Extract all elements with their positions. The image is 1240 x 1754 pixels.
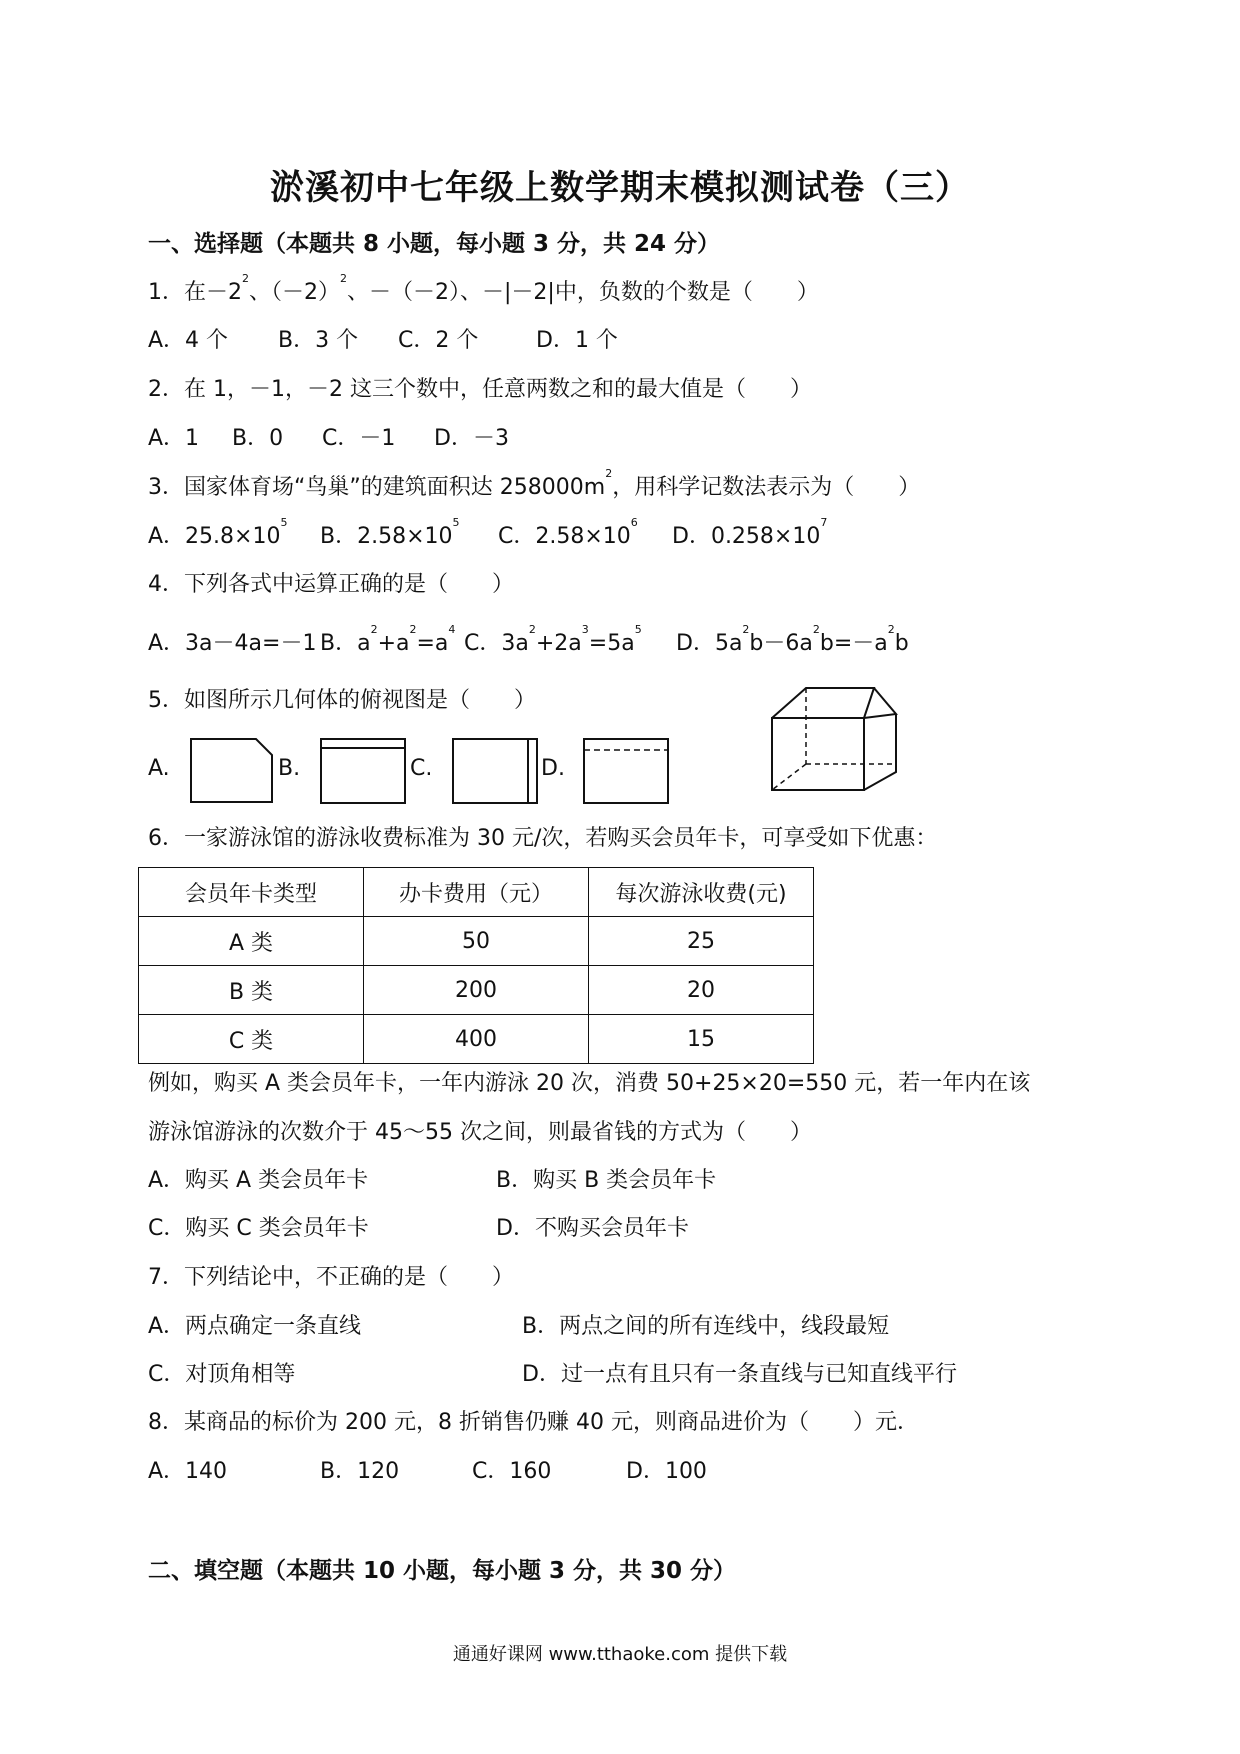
table-header: 办卡费用（元） xyxy=(364,868,589,917)
option-d: D．$0.258\times 10^7$ xyxy=(672,516,828,549)
option-a: A．两点确定一条直线 xyxy=(148,1314,362,1339)
option-b: B．购买 B 类会员年卡 xyxy=(496,1168,717,1193)
table-cell: C 类 xyxy=(139,1015,364,1064)
question-1 xyxy=(148,272,819,306)
option-b: B．3 个 xyxy=(278,328,359,353)
section-heading-fill: 二、填空题（本题共 10 小题，每小题 3 分，共 30 分） xyxy=(148,1558,737,1584)
question-2: 2．在 1，－1，－2 这三个数中，任意两数之和的最大值是（ ） xyxy=(148,377,812,402)
option-b-figure xyxy=(320,738,406,804)
question-3 xyxy=(148,467,921,501)
table-cell: 200 xyxy=(364,966,589,1015)
exponent: 2 xyxy=(340,272,347,285)
option-d: D．100 xyxy=(626,1459,707,1484)
question-5: 5．如图所示几何体的俯视图是（ ） xyxy=(148,688,536,713)
option-d: D．－3 xyxy=(434,426,509,451)
exponent: 2 xyxy=(605,467,613,480)
exponent: 2 xyxy=(242,272,249,285)
table-header: 会员年卡类型 xyxy=(139,868,364,917)
option-a-label: A. xyxy=(148,756,170,781)
table-cell: 25 xyxy=(589,917,814,966)
solid-figure xyxy=(770,686,900,792)
table-cell: 15 xyxy=(589,1015,814,1064)
question-6-text-1: 例如，购买 A 类会员年卡，一年内游泳 20 次，消费 50+25×20=550 元，若一年内在该 xyxy=(148,1071,1031,1096)
option-b: B．0 xyxy=(232,426,284,451)
option-a: A．140 xyxy=(148,1459,228,1484)
option-d: D．1 个 xyxy=(536,328,618,353)
question-1-options xyxy=(148,323,848,353)
table-cell: 20 xyxy=(589,966,814,1015)
fee-table xyxy=(138,867,814,1064)
option-c: C．$3a^2+2a^3=5a^5$ xyxy=(464,623,642,656)
option-a: A．1 xyxy=(148,426,200,451)
question-2-options xyxy=(148,421,848,451)
table-cell: A 类 xyxy=(139,917,364,966)
option-c: C．－1 xyxy=(322,426,396,451)
option-d: D．$5a^2b-6a^2b=-a^2b$ xyxy=(676,623,909,656)
option-c: C．2 个 xyxy=(398,328,479,353)
option-c: C．$2.58\times 10^6$ xyxy=(498,516,638,549)
question-1-text-a: 1．在－2 xyxy=(148,280,242,305)
option-d: D．不购买会员年卡 xyxy=(496,1216,689,1241)
option-d: D．过一点有且只有一条直线与已知直线平行 xyxy=(522,1362,957,1387)
page-title: 淤溪初中七年级上数学期末模拟测试卷（三） xyxy=(270,168,970,208)
question-6: 6．一家游泳馆的游泳收费标准为 30 元/次，若购买会员年卡，可享受如下优惠： xyxy=(148,826,938,851)
option-a: A．4 个 xyxy=(148,328,229,353)
option-c-figure xyxy=(452,738,538,804)
option-b: B．$2.58\times 10^5$ xyxy=(320,516,460,549)
table-header-row xyxy=(139,868,814,917)
option-a: A．购买 A 类会员年卡 xyxy=(148,1168,369,1193)
table-row xyxy=(139,966,814,1015)
table-cell: B 类 xyxy=(139,966,364,1015)
option-c: C．购买 C 类会员年卡 xyxy=(148,1216,369,1241)
table-header: 每次游泳收费(元) xyxy=(589,868,814,917)
table-cell: 50 xyxy=(364,917,589,966)
option-b: B．两点之间的所有连线中，线段最短 xyxy=(522,1314,890,1339)
option-d-figure xyxy=(583,738,669,804)
question-8: 8．某商品的标价为 200 元，8 折销售仍赚 40 元，则商品进价为（ ）元． xyxy=(148,1410,919,1435)
question-6-text-2: 游泳馆游泳的次数介于 45～55 次之间，则最省钱的方式为（ ） xyxy=(148,1120,812,1145)
question-3-options xyxy=(148,516,948,549)
option-a-figure xyxy=(190,738,274,804)
table-row xyxy=(139,1015,814,1064)
question-8-options xyxy=(148,1454,848,1484)
question-7: 7．下列结论中，不正确的是（ ） xyxy=(148,1265,514,1290)
option-b: B．120 xyxy=(320,1459,400,1484)
option-b-label: B. xyxy=(278,756,301,781)
option-c: C．对顶角相等 xyxy=(148,1362,296,1387)
question-1-text-c: 、－（－2）、－|－2|中，负数的个数是（ ） xyxy=(347,280,819,305)
table-cell: 400 xyxy=(364,1015,589,1064)
option-a: A．$25.8\times 10^5$ xyxy=(148,516,288,549)
question-4-options xyxy=(148,623,948,656)
question-1-text-b: 、（－2） xyxy=(249,280,340,305)
question-3-text-a: 3．国家体育场“鸟巢”的建筑面积达 258000m xyxy=(148,475,606,500)
section-heading-choice: 一、选择题（本题共 8 小题，每小题 3 分，共 24 分） xyxy=(148,231,721,257)
option-c: C．160 xyxy=(472,1459,552,1484)
option-d-label: D. xyxy=(541,756,565,781)
question-3-text-b: ，用科学记数法表示为（ ） xyxy=(612,475,921,500)
option-b: B．$a^2+a^2=a^4$ xyxy=(320,623,456,656)
option-a: A．3a－4a=－1 xyxy=(148,631,317,656)
option-c-label: C. xyxy=(410,756,433,781)
question-4: 4．下列各式中运算正确的是（ ） xyxy=(148,572,514,597)
table-row xyxy=(139,917,814,966)
footer-text: 通通好课网 www.tthaoke.com 提供下载 xyxy=(452,1644,788,1665)
